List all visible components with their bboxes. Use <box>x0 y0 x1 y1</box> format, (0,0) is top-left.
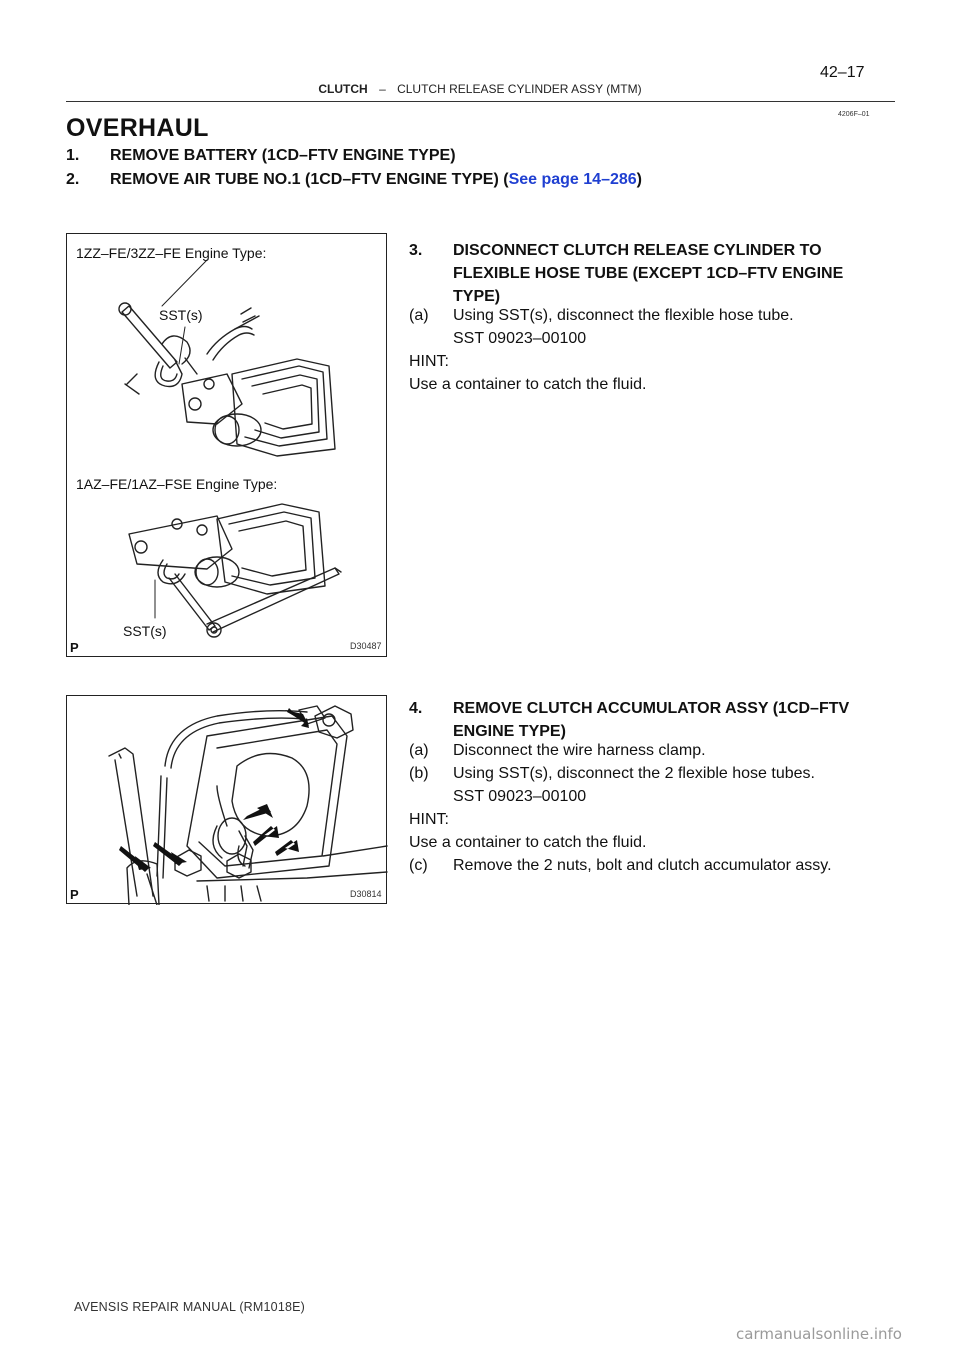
step-4c-label: (c) <box>409 857 428 874</box>
step-3-hint-text: Use a container to catch the fluid. <box>409 376 647 393</box>
figure-1-label-top: 1ZZ–FE/3ZZ–FE Engine Type: <box>76 245 267 261</box>
figure-1-sst-bottom: SST(s) <box>123 623 167 639</box>
figure-1-p-mark: P <box>70 640 79 655</box>
step-3-hint-label: HINT: <box>409 353 449 370</box>
figure-1-id: D30487 <box>350 641 382 651</box>
figure-1-illustration <box>67 234 388 658</box>
page-number: 42–17 <box>820 64 865 81</box>
step-4b <box>409 765 815 783</box>
step-3a-text: Using SST(s), disconnect the flexible hose tube. <box>453 307 794 324</box>
step-1-number: 1. <box>66 147 80 164</box>
step-4c-text: Remove the 2 nuts, bolt and clutch accumulator assy. <box>453 857 832 874</box>
step-4b-sst: SST 09023–00100 <box>453 788 587 805</box>
figure-2-illustration <box>67 696 388 905</box>
section-code: 4206F–01 <box>838 111 870 118</box>
step-4-line-2: ENGINE TYPE) <box>453 723 566 740</box>
step-4-hint-text: Use a container to catch the fluid. <box>409 834 647 851</box>
step-1 <box>66 147 456 165</box>
step-4-line-1-text: REMOVE CLUTCH ACCUMULATOR ASSY (1CD–FTV <box>453 700 850 717</box>
step-4a <box>409 742 706 760</box>
figure-2-p-mark: P <box>70 887 79 902</box>
figure-2-id: D30814 <box>350 889 382 899</box>
step-4b-text: Using SST(s), disconnect the 2 flexible hose tubes. <box>453 765 815 782</box>
step-2 <box>66 171 642 189</box>
step-3-line-2: FLEXIBLE HOSE TUBE (EXCEPT 1CD–FTV ENGINE <box>453 265 844 282</box>
see-page-link[interactable]: See page 14–286 <box>508 171 637 188</box>
figure-1-sst-top: SST(s) <box>159 307 203 323</box>
step-3 <box>409 239 895 308</box>
watermark: carmanualsonline.info <box>736 1325 902 1343</box>
step-4-number: 4. <box>409 700 423 717</box>
step-4b-label: (b) <box>409 765 429 782</box>
step-3a-label: (a) <box>409 307 429 324</box>
step-4 <box>409 697 895 743</box>
page-header <box>0 82 960 96</box>
step-3-line-3: TYPE) <box>453 288 501 305</box>
figure-d30814 <box>66 695 387 904</box>
step-4a-label: (a) <box>409 742 429 759</box>
page-title: OVERHAUL <box>66 114 209 142</box>
step-3a <box>409 307 794 325</box>
figure-1-label-mid: 1AZ–FE/1AZ–FSE Engine Type: <box>76 476 278 492</box>
step-2-number: 2. <box>66 171 80 188</box>
header-rule <box>66 101 895 102</box>
step-3-line-1 <box>409 239 895 262</box>
page-footer: AVENSIS REPAIR MANUAL (RM1018E) <box>74 1300 306 1314</box>
figure-d30487 <box>66 233 387 657</box>
step-4c <box>409 857 832 875</box>
step-2-text-end: ) <box>636 171 642 188</box>
header-section: CLUTCH <box>318 82 368 96</box>
step-3-number: 3. <box>409 242 423 259</box>
step-1-text: REMOVE BATTERY (1CD–FTV ENGINE TYPE) <box>110 147 456 164</box>
header-subsection: CLUTCH RELEASE CYLINDER ASSY (MTM) <box>397 82 642 96</box>
step-2-text: REMOVE AIR TUBE NO.1 (1CD–FTV ENGINE TYPE) ( <box>110 171 509 188</box>
step-3a-sst: SST 09023–00100 <box>453 330 587 347</box>
step-3-line-1-text: DISCONNECT CLUTCH RELEASE CYLINDER TO <box>453 242 822 259</box>
step-4a-text: Disconnect the wire harness clamp. <box>453 742 706 759</box>
header-separator: – <box>379 82 386 96</box>
step-4-hint-label: HINT: <box>409 811 449 828</box>
